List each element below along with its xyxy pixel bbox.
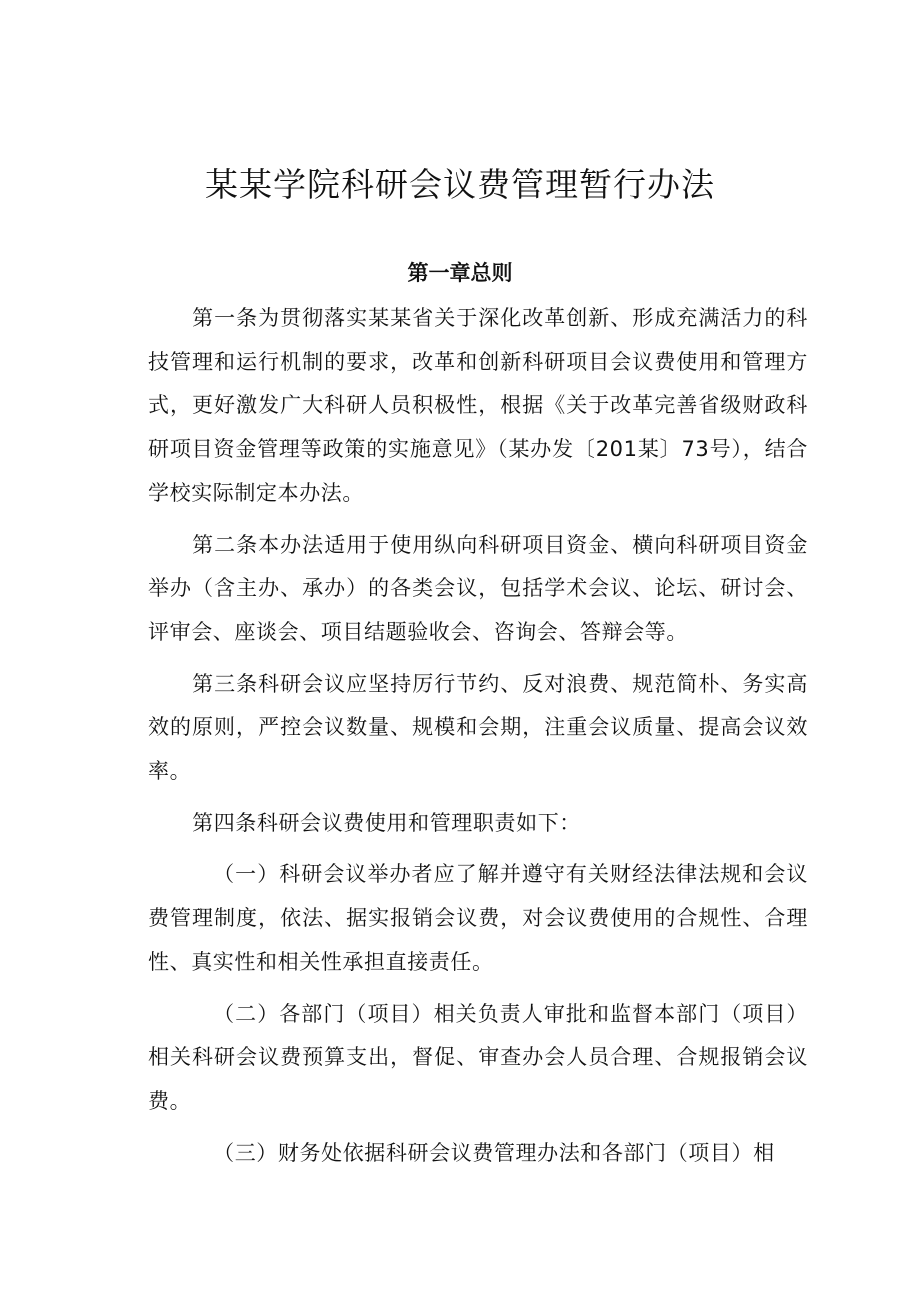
- document-body: [148, 297, 808, 1183]
- article-3-paragraph: 第三条科研会议应坚持厉行节约、反对浪费、规范简朴、务实高效的原则，严控会议数量、规模和会期，注重会议质量、提高会议效率。: [148, 671, 808, 784]
- article-2-paragraph: 第二条本办法适用于使用纵向科研项目资金、横向科研项目资金举办（含主办、承办）的各类会议，包括学术会议、论坛、研讨会、评审会、座谈会、项目结题验收会、咨询会、答辩会等。: [148, 532, 808, 644]
- document-title: 某某学院科研会议费管理暂行办法: [205, 165, 715, 204]
- article-4-paragraph: 第四条科研会议费使用和管理职责如下：: [192, 810, 581, 835]
- clause-3-paragraph: （三）财务处依据科研会议费管理办法和各部门（项目）相: [213, 1140, 775, 1165]
- clause-2-paragraph: （二）各部门（项目）相关负责人审批和监督本部门（项目）相关科研会议费预算支出，督促、审查办会人员合理、合规报销会议费。: [148, 1001, 808, 1113]
- article-1-paragraph: 第一条为贯彻落实某某省关于深化改革创新、形成充满活力的科技管理和运行机制的要求，改革和创新科研项目会议费使用和管理方式，更好激发广大科研人员积极性，根据《关于改革完善省级财政科研项目资金管理等政策的实施意见》（某办发〔201某〕73号），结合学校实际制定本办法。: [148, 306, 808, 505]
- chapter-heading: 第一章总则: [407, 261, 513, 285]
- clause-1-paragraph: （一）科研会议举办者应了解并遵守有关财经法律法规和会议费管理制度，依法、据实报销会议费，对会议费使用的合规性、合理性、真实性和相关性承担直接责任。: [148, 862, 808, 974]
